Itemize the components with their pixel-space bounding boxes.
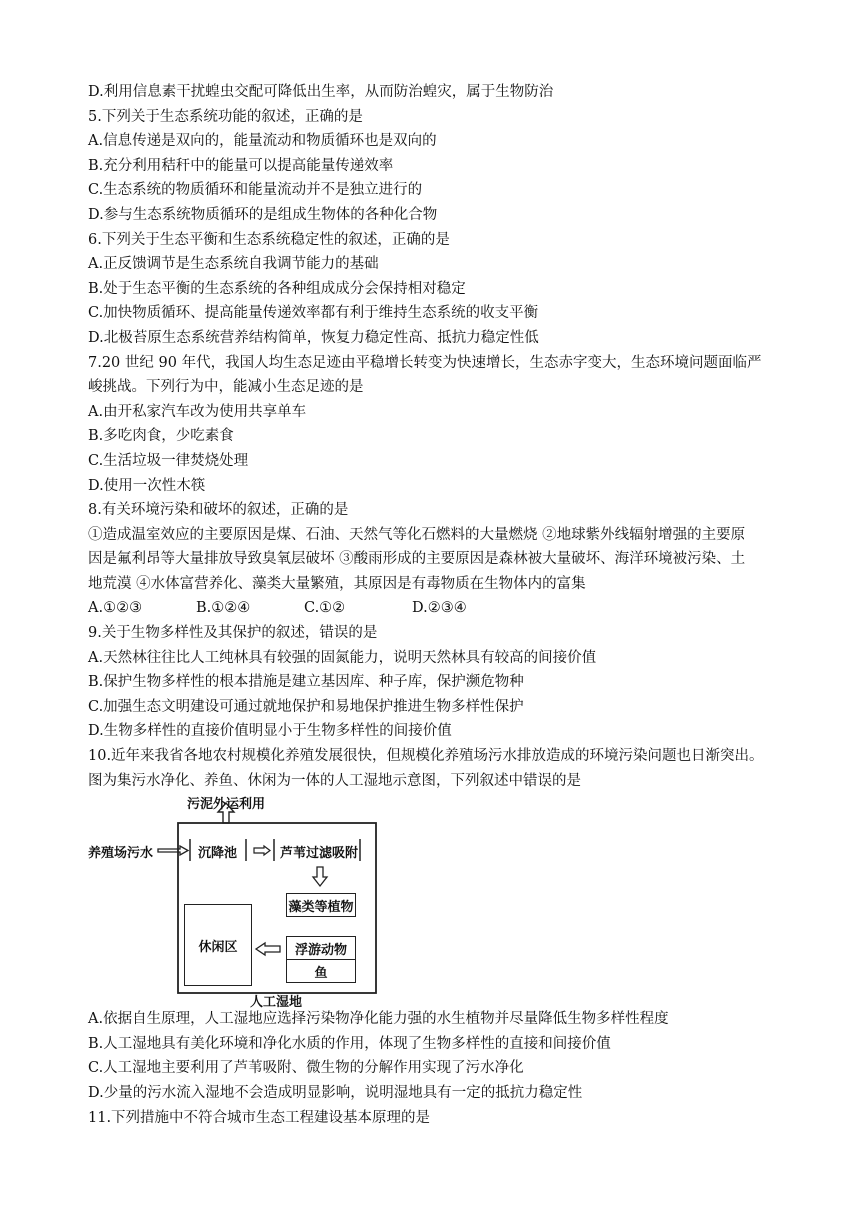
text-line: A.信息传递是双向的，能量流动和物质循环也是双向的 [88,133,437,150]
text-line: B.人工湿地具有美化环境和净化水质的作用，体现了生物多样性的直接和间接价值 [88,1035,611,1052]
text-line: D.使用一次性木筷 [88,477,206,494]
text-line: 10.近年来我省各地农村规模化养殖发展很快，但规模化养殖场污水排放造成的环境污染问题也日渐突出。 [88,748,764,765]
exam-page [88,80,818,1130]
algae-box: 藻类等植物 [286,893,356,917]
text-line: B.处于生态平衡的生态系统的各种组成成分会保持相对稳定 [88,280,466,297]
text-line: B.保护生物多样性的根本措施是建立基因库、种子库，保护濒危物种 [88,674,524,691]
q8-option-d: D.②③④ [412,600,467,617]
text-line: 6.下列关于生态平衡和生态系统稳定性的叙述，正确的是 [88,231,450,248]
question-block-bottom [88,1007,818,1130]
leisure-box: 休闲区 [184,904,252,986]
text-line: A.依据自生原理，人工湿地应选择污染物净化能力强的水生植物并尽量降低生物多样性程度 [88,1011,669,1028]
text-line: D.参与生态系统物质循环的是组成生物体的各种化合物 [88,206,438,223]
text-line: C.加快物质循环、提高能量传递效率都有利于维持生态系统的收支平衡 [88,305,539,322]
plankton-box: 浮游动物 [286,936,356,960]
text-line: 5.下列关于生态系统功能的叙述，正确的是 [88,108,363,125]
text-line: C.生态系统的物质循环和能量流动并不是独立进行的 [88,182,423,199]
left-arrow-icon [256,943,280,955]
q8-options [88,596,818,621]
down-arrow-icon [313,867,327,886]
q10-stem-line-2 [88,769,818,794]
text-line: B.多吃肉食，少吃素食 [88,428,234,445]
text-line: 9.关于生物多样性及其保护的叙述，错误的是 [88,625,378,642]
text-line: D.北极苔原生态系统营养结构简单，恢复力稳定性高、抵抗力稳定性低 [88,329,539,346]
text-line: 8.有关环境污染和破坏的叙述，正确的是 [88,502,349,519]
wetland-caption: 人工湿地 [250,995,303,1011]
q10-emphasis-char-1: 错 [523,772,538,789]
text-line: 峻挑战。下列行为中，能减小生态足迹的是 [88,379,364,396]
q8-option-a: A.①②③ [88,600,143,617]
fish-box: 鱼 [286,959,356,983]
wetland-diagram [88,795,388,1011]
text-line: D.少量的污水流入湿地不会造成明显影响，说明湿地具有一定的抵抗力稳定性 [88,1085,583,1101]
text-line: ①造成温室效应的主要原因是煤、石油、天然气等化石燃料的大量燃烧 ②地球紫外线辐射增强的主要原 [88,526,746,543]
sludge-label: 污泥外运利用 [187,797,266,813]
text-line: 因是氟利昂等大量排放导致臭氧层破坏 ③酸雨形成的主要原因是森林被大量破坏、海洋环境被污染、土 [88,551,746,568]
question-block-top [88,80,818,596]
input-arrow-icon [158,846,188,855]
reed-label: 芦苇过滤吸附 [280,846,359,862]
text-line: C.生活垃圾一律焚烧处理 [88,452,249,469]
q10-stem-suffix: 的是 [552,772,581,789]
text-line: C.人工湿地主要利用了芦苇吸附、微生物的分解作用实现了污水净化 [88,1060,524,1077]
text-line: D.利用信息素干扰蝗虫交配可降低出生率，从而防治蝗灾，属于生物防治 [88,84,554,100]
text-line: 11.下列措施中不符合城市生态工程建设基本原理的是 [88,1109,431,1126]
q8-option-b: B.①②④ [196,600,251,617]
q10-emphasis-char-2: 误 [537,772,552,789]
text-line: 地荒漠 ④水体富营养化、藻类大量繁殖，其原因是有毒物质在生物体内的富集 [88,575,586,592]
text-line: D.生物多样性的直接价值明显小于生物多样性的间接价值 [88,723,452,740]
text-line: A.天然林往往比人工纯林具有较强的固氮能力，说明天然林具有较高的间接价值 [88,649,597,666]
text-line: A.由开私家汽车改为使用共享单车 [88,403,307,420]
text-line: 7.20 世纪 90 年代，我国人均生态足迹由平稳增长转变为快速增长，生态赤字变大，生态环境问题面临严 [88,354,762,371]
text-line: C.加强生态文明建设可通过就地保护和易地保护推进生物多样性保护 [88,698,524,715]
text-line: B.充分利用秸秆中的能量可以提高能量传递效率 [88,157,394,174]
settle-label: 沉降池 [198,846,238,862]
input-label: 养殖场污水 [88,846,154,862]
text-line: A.正反馈调节是生态系统自我调节能力的基础 [88,256,379,273]
settle-to-reed-arrow-icon [254,846,270,855]
q10-stem-prefix: 图为集污水净化、养鱼、休闲为一体的人工湿地示意图，下列叙述中 [88,772,523,789]
q8-option-c: C.①② [304,600,346,617]
question-block-mid [88,621,818,769]
